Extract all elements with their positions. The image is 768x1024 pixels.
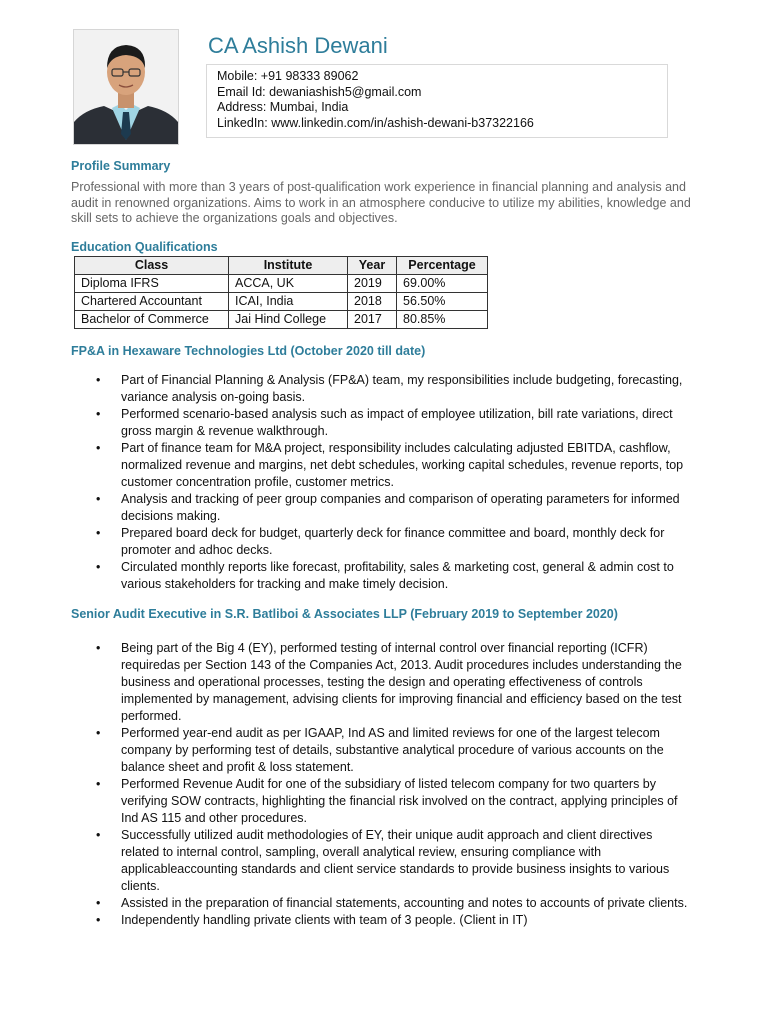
experience-heading-srbatliboi: Senior Audit Executive in S.R. Batliboi & Associates LLP (February 2019 to September 2020): [71, 607, 618, 621]
table-row: [75, 293, 488, 311]
list-item-text: Circulated monthly reports like forecast, profitability, sales & marketing cost, general & admin cost to various stakeholders for tracking and make timely decision.: [121, 560, 674, 591]
table-cell: 69.00%: [397, 275, 488, 293]
bullet-icon: •: [96, 777, 101, 791]
bullet-icon: •: [96, 641, 101, 655]
column-header-class: Class: [75, 257, 229, 275]
table-cell: ACCA, UK: [229, 275, 348, 293]
education-heading: Education Qualifications: [71, 240, 218, 254]
table-cell: 80.85%: [397, 311, 488, 329]
table-cell: Jai Hind College: [229, 311, 348, 329]
list-item-text: Assisted in the preparation of financial statements, accounting and notes to accounts of private clients.: [121, 896, 688, 910]
list-item: [96, 525, 688, 559]
profile-summary-heading: Profile Summary: [71, 159, 171, 173]
bullet-icon: •: [96, 896, 101, 910]
list-item-text: Analysis and tracking of peer group companies and comparison of operating parameters for informed decisions making.: [121, 492, 680, 523]
list-item: [96, 725, 688, 776]
list-item-text: Successfully utilized audit methodologies of EY, their unique audit approach and client directives related to internal control, sampling, overall analytical review, ensuring compliance with applicableaccounting standards and client service standards to provide business insights to various clients.: [121, 828, 670, 893]
bullet-icon: •: [96, 441, 101, 455]
profile-summary-text: Professional with more than 3 years of post-qualification work experience in financial planning and analysis and audit in renowned organizations. Aims to work in an atmosphere conducive to utilize my abilities, knowledge and skill sets to achieve the organizations goals and objectives.: [71, 180, 691, 225]
contact-linkedin: LinkedIn: www.linkedin.com/in/ashish-dewani-b37322166: [217, 115, 534, 130]
experience-list-srbatliboi: [96, 640, 688, 929]
list-item: [96, 406, 688, 440]
column-header-institute: Institute: [229, 257, 348, 275]
profile-photo: [73, 29, 179, 145]
table-row: [75, 275, 488, 293]
table-row: [75, 311, 488, 329]
table-cell: 2017: [348, 311, 397, 329]
column-header-percentage: Percentage: [397, 257, 488, 275]
bullet-icon: •: [96, 828, 101, 842]
list-item-text: Performed scenario-based analysis such as impact of employee utilization, bill rate variations, direct gross margin & revenue walkthrough.: [121, 407, 673, 438]
list-item: [96, 559, 688, 593]
education-table: [74, 256, 488, 329]
contact-email: Email Id: dewaniashish5@gmail.com: [217, 84, 422, 99]
table-cell: Bachelor of Commerce: [75, 311, 229, 329]
list-item-text: Prepared board deck for budget, quarterly deck for finance committee and board, monthly deck for promoter and adhoc decks.: [121, 526, 665, 557]
bullet-icon: •: [96, 407, 101, 421]
list-item: [96, 895, 688, 912]
list-item: [96, 827, 688, 895]
contact-box: [206, 64, 668, 138]
bullet-icon: •: [96, 373, 101, 387]
table-cell: 2018: [348, 293, 397, 311]
bullet-icon: •: [96, 726, 101, 740]
experience-heading-hexaware: FP&A in Hexaware Technologies Ltd (October 2020 till date): [71, 344, 426, 358]
table-cell: ICAI, India: [229, 293, 348, 311]
table-cell: 2019: [348, 275, 397, 293]
bullet-icon: •: [96, 526, 101, 540]
bullet-icon: •: [96, 492, 101, 506]
bullet-icon: •: [96, 560, 101, 574]
table-header-row: [75, 257, 488, 275]
list-item: [96, 776, 688, 827]
list-item-text: Independently handling private clients with team of 3 people. (Client in IT): [121, 913, 528, 927]
table-cell: 56.50%: [397, 293, 488, 311]
list-item-text: Part of Financial Planning & Analysis (FP&A) team, my responsibilities include budgeting, forecasting, variance analysis on-going basis.: [121, 373, 683, 404]
table-cell: Diploma IFRS: [75, 275, 229, 293]
contact-address: Address: Mumbai, India: [217, 100, 349, 114]
list-item: [96, 491, 688, 525]
table-cell: Chartered Accountant: [75, 293, 229, 311]
list-item-text: Part of finance team for M&A project, responsibility includes calculating adjusted EBITDA, cashflow, normalized revenue and margins, net debt schedules, working capital schedules, revenue reports, top customer concentration profile, customer metrics.: [121, 441, 684, 489]
list-item-text: Being part of the Big 4 (EY), performed testing of internal control over financial reporting (ICFR) requiredas per Section 143 of the Companies Act, 2013. Audit procedures includes understanding the business and operational processes, testing the design and operating effectiveness of controls implemented by management, advising clients for improving financial and efficiency based on the test performed.: [121, 641, 682, 723]
contact-mobile: Mobile: +91 98333 89062: [217, 69, 359, 83]
list-item: [96, 640, 688, 725]
list-item: [96, 440, 688, 491]
bullet-icon: •: [96, 913, 101, 927]
list-item: [96, 372, 688, 406]
column-header-year: Year: [348, 257, 397, 275]
person-photo-illustration: [74, 30, 178, 144]
list-item: [96, 912, 688, 929]
list-item-text: Performed Revenue Audit for one of the subsidiary of listed telecom company for two quarters by verifying SOW contracts, highlighting the financial risk involved on the contract, applying principles of Ind AS 115 and other procedures.: [121, 777, 678, 825]
list-item-text: Performed year-end audit as per IGAAP, Ind AS and limited reviews for one of the largest telecom company by performing test of details, substantive analytical procedure of various accounts on the balance sheet and profit & loss statement.: [121, 726, 664, 774]
candidate-name: CA Ashish Dewani: [208, 33, 388, 58]
experience-list-hexaware: [96, 372, 688, 593]
